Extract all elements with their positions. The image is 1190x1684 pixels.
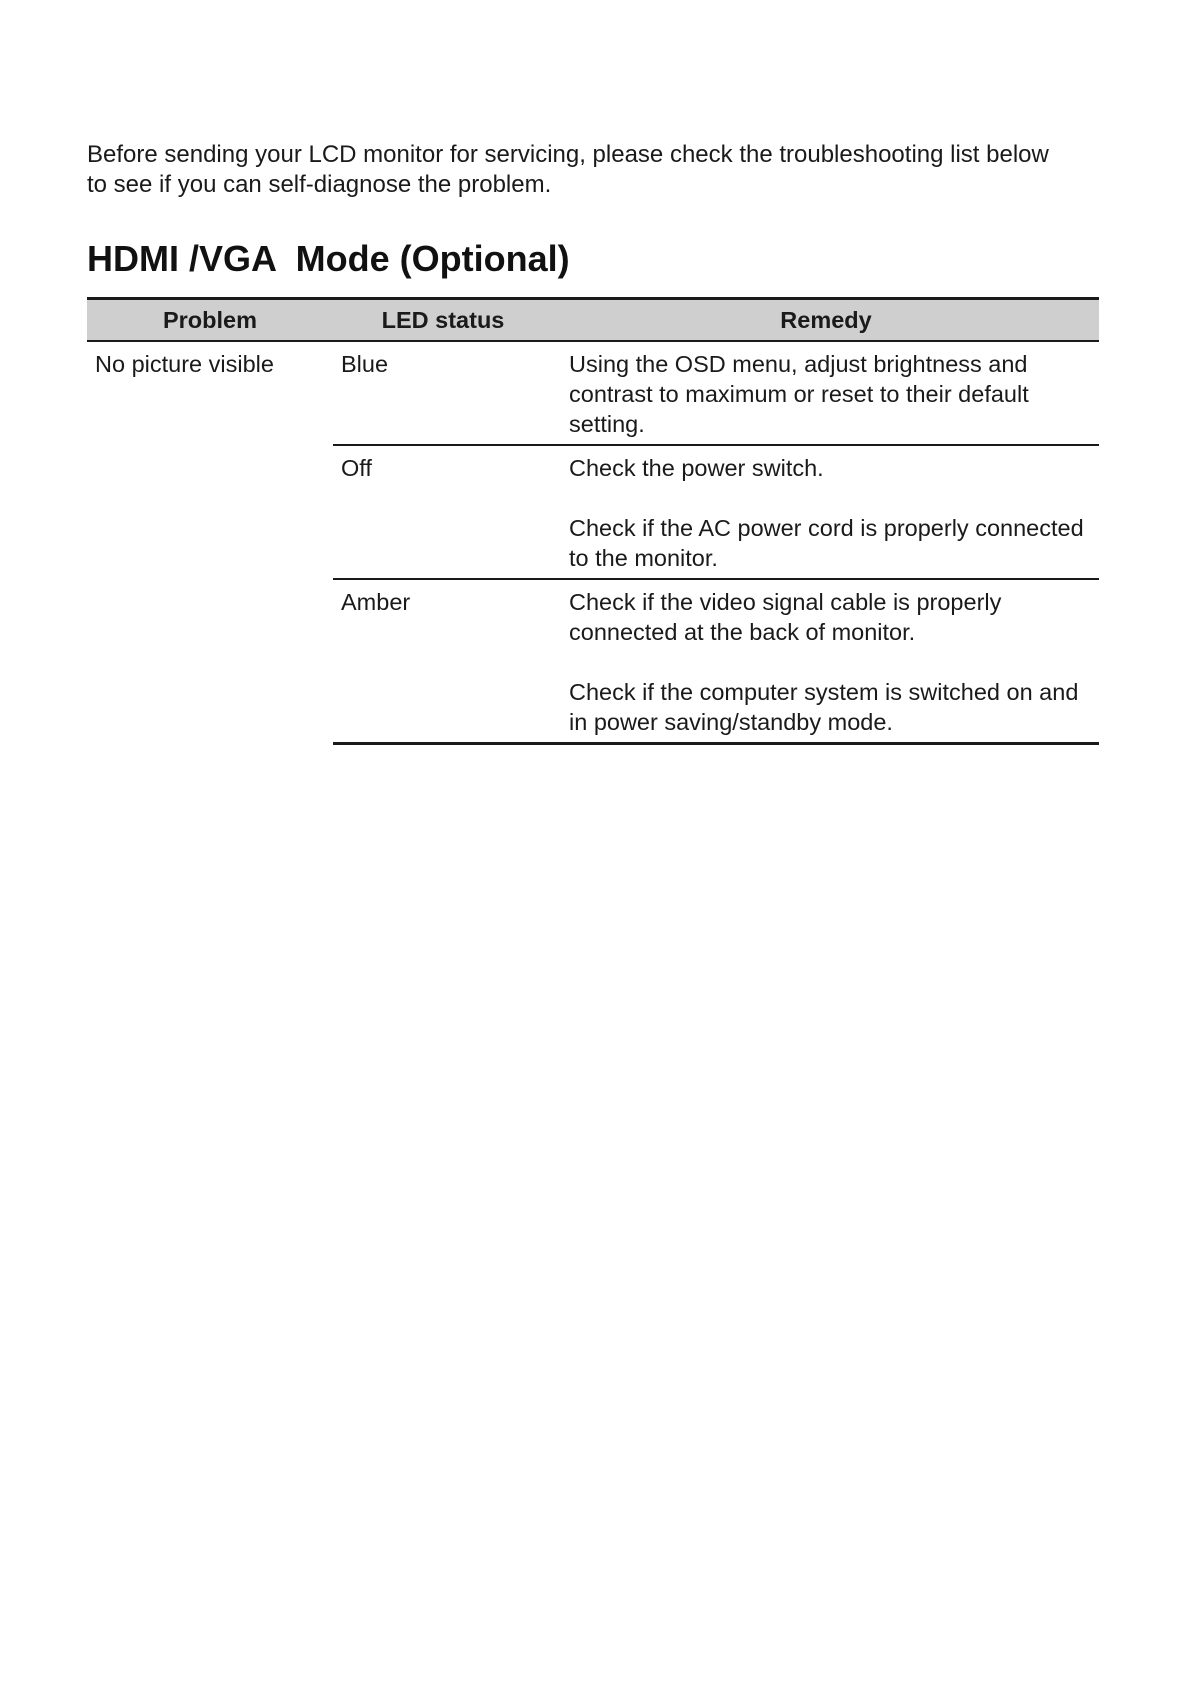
remedy-text: Check if the AC power cord is properly connected to the monitor. <box>569 515 1084 571</box>
remedy-text: Check if the video signal cable is properly connected at the back of monitor. <box>569 589 1002 645</box>
remedy-text: Check if the computer system is switched on and in power saving/standby mode. <box>569 679 1079 735</box>
header-remedy: Remedy <box>553 299 1099 342</box>
remedy-text: Using the OSD menu, adjust brightness and contrast to maximum or reset to their default setting. <box>569 351 1029 437</box>
section-heading: HDMI /VGA Mode (Optional) <box>87 238 570 279</box>
led-status-cell: Off <box>333 445 553 579</box>
problem-cell: No picture visible <box>95 351 274 377</box>
led-status-cell: Blue <box>333 341 553 445</box>
intro-line-1: Before sending your LCD monitor for servicing, please check the troubleshooting list below <box>87 141 1049 168</box>
intro-paragraph <box>87 140 1107 200</box>
intro-line-2: to see if you can self-diagnose the problem. <box>87 171 552 198</box>
remedy-text: Check the power switch. <box>569 455 824 481</box>
table-header-row <box>87 299 1099 342</box>
led-status-cell: Amber <box>333 579 553 744</box>
header-problem: Problem <box>87 299 333 342</box>
header-led-status: LED status <box>333 299 553 342</box>
troubleshooting-table <box>87 297 1099 745</box>
remedy-cell <box>553 579 1099 744</box>
table-row <box>87 341 1099 445</box>
remedy-cell <box>553 445 1099 579</box>
remedy-cell <box>553 341 1099 445</box>
